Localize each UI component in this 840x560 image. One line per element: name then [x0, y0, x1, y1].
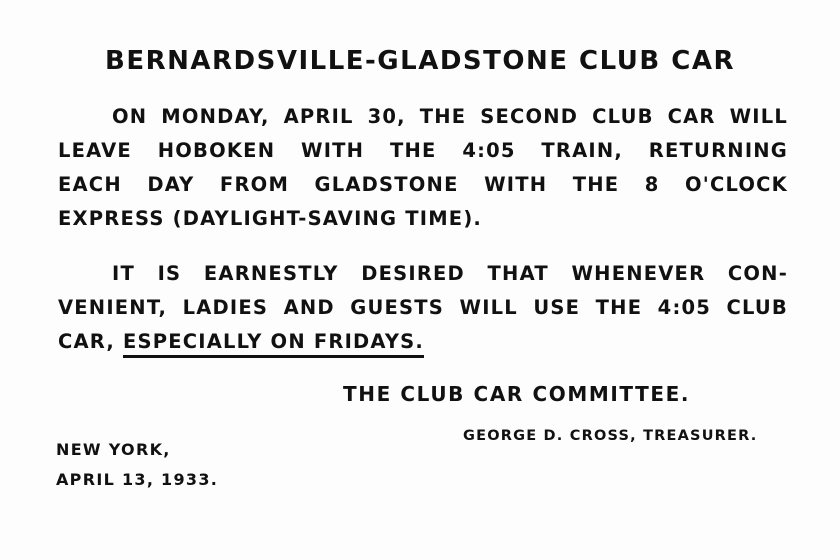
fridays-emphasis: ESPECIALLY ON FRIDAYS.	[123, 330, 424, 358]
notice-paragraph-2	[58, 257, 788, 359]
paragraph-1-line: EXPRESS (DAYLIGHT-SAVING TIME).	[58, 207, 483, 230]
paragraph-2-line: VENIENT, LADIES AND GUESTS WILL USE THE 4:05 CLUB	[58, 296, 788, 319]
paragraph-1-line: EACH DAY FROM GLADSTONE WITH THE 8 O'CLOCK	[58, 173, 788, 196]
paragraph-1-line: ON MONDAY, APRIL 30, THE SECOND CLUB CAR WILL	[112, 105, 788, 128]
paragraph-2-line: IT IS EARNESTLY DESIRED THAT WHENEVER CON-	[112, 262, 788, 285]
notice-title: BERNARDSVILLE-GLADSTONE CLUB CAR	[105, 46, 735, 76]
place-line: NEW YORK,	[56, 440, 171, 459]
paragraph-2-last-line-prefix: CAR,	[58, 330, 115, 353]
committee-signature: THE CLUB CAR COMMITTEE.	[343, 382, 691, 406]
paragraph-2-last-line	[58, 325, 788, 359]
notice-paragraph-1	[58, 100, 788, 236]
paragraph-1-line: LEAVE HOBOKEN WITH THE 4:05 TRAIN, RETURNING	[58, 139, 788, 162]
date-line: APRIL 13, 1933.	[56, 470, 219, 489]
treasurer-line: GEORGE D. CROSS, TREASURER.	[463, 428, 758, 444]
